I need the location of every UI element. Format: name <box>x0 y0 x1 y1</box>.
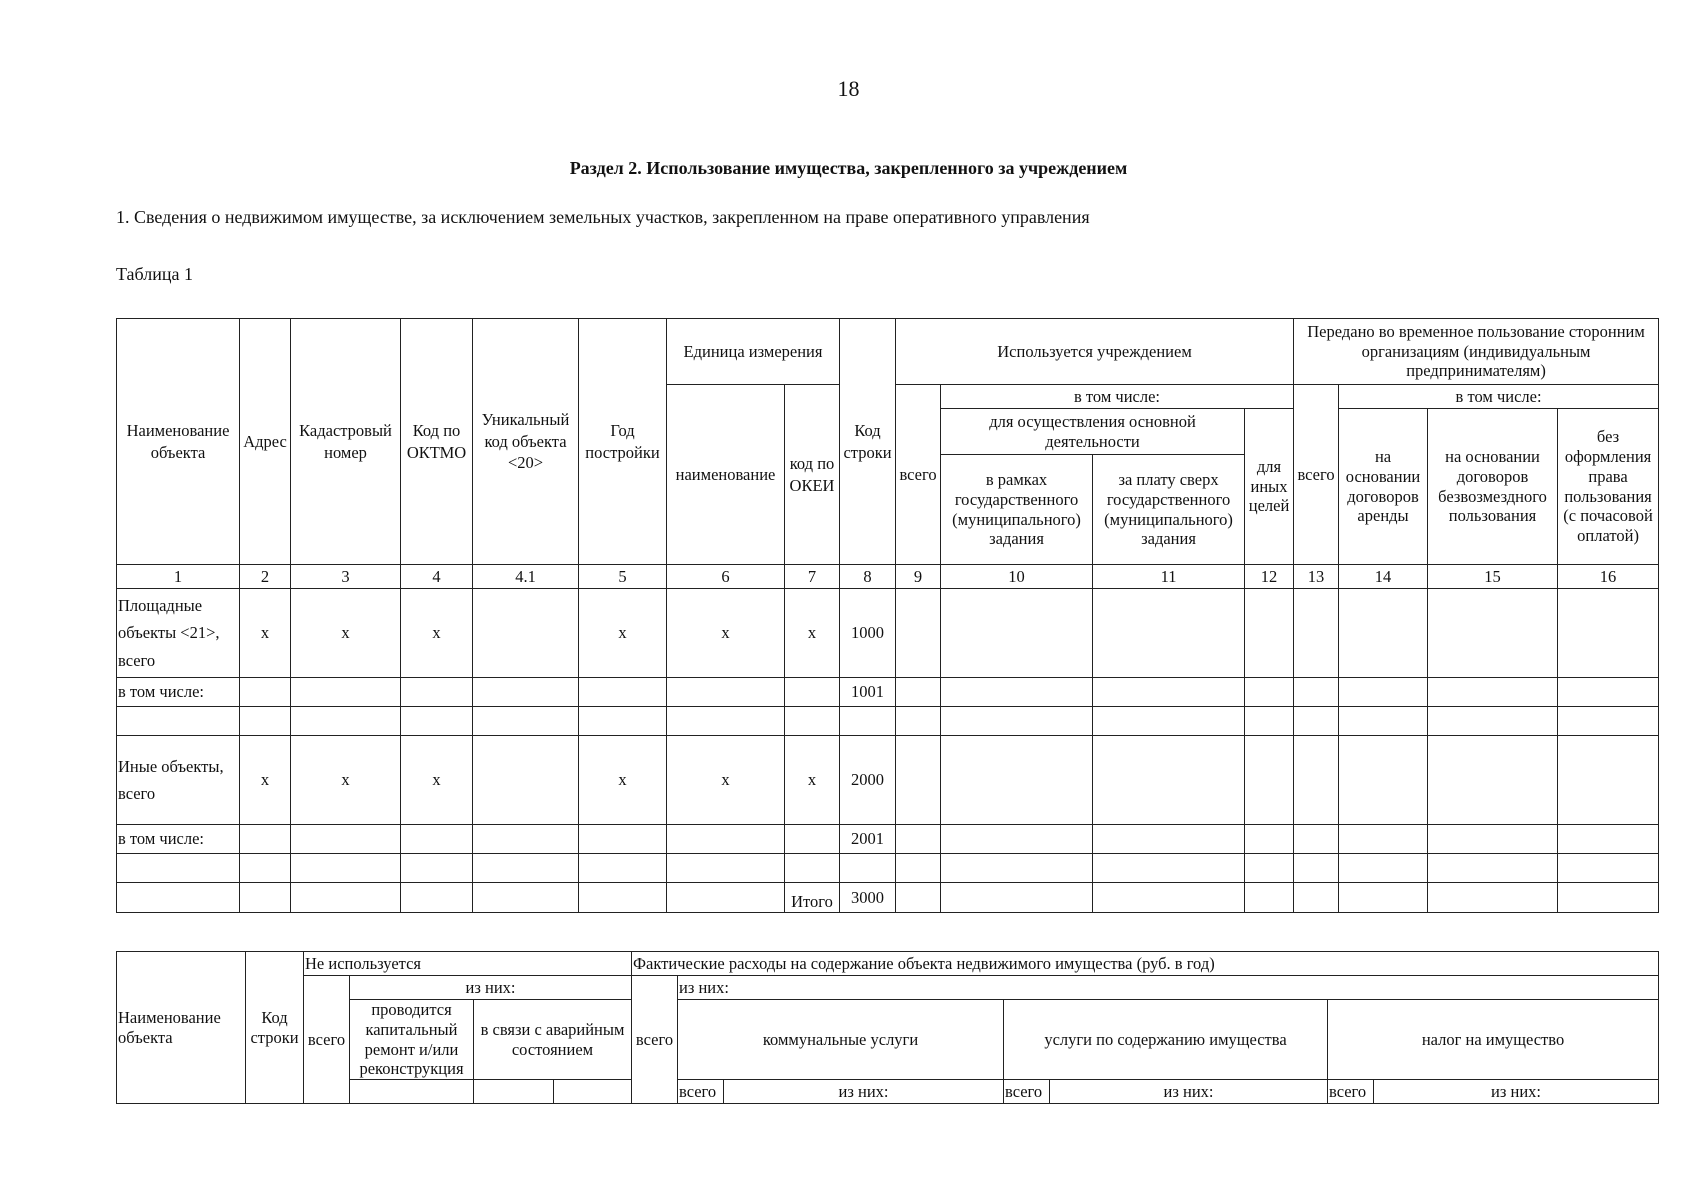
t2-header-maintenance: услуги по содержанию имущества <box>1004 1000 1328 1080</box>
table-row <box>117 589 1659 678</box>
t2-header-repair-total <box>350 1080 474 1104</box>
header-transferred-incl: в том числе: <box>1339 385 1659 409</box>
row-unit-name: x <box>667 736 785 825</box>
row-okei: x <box>785 736 840 825</box>
table-row-total <box>117 883 1659 913</box>
row-code: 2001 <box>840 825 896 854</box>
t2-header-name: Наименование объекта <box>117 952 246 1104</box>
row-name: Иные объекты, всего <box>117 736 240 825</box>
header-year: Год постройки <box>579 319 667 565</box>
row-code: 3000 <box>840 883 896 913</box>
column-number: 16 <box>1558 565 1659 589</box>
header-unique-code: Уникальный код объекта <20> <box>473 319 579 565</box>
row-name: Площадные объекты <21>, всего <box>117 589 240 678</box>
t2-header-expenses-of-which: из них: <box>678 976 1659 1000</box>
column-number: 13 <box>1294 565 1339 589</box>
column-number: 4 <box>401 565 473 589</box>
t2-tax-of-which: из них: <box>1374 1080 1659 1104</box>
header-transferred-lease: на основании договоров аренды <box>1339 409 1428 565</box>
row-unique-code <box>473 736 579 825</box>
row-year: x <box>579 589 667 678</box>
t2-utilities-of-which: из них: <box>724 1080 1004 1104</box>
t2-maintenance-of-which: из них: <box>1050 1080 1328 1104</box>
header-transferred-group: Передано во временное пользование сторонним организациям (индивидуальным предпринимателям) <box>1294 319 1659 385</box>
t2-header-not-used-total: всего <box>304 976 350 1104</box>
row-name: в том числе: <box>117 825 240 854</box>
column-number: 14 <box>1339 565 1428 589</box>
column-number: 3 <box>291 565 401 589</box>
row-code: 2000 <box>840 736 896 825</box>
t2-header-expenses: Фактические расходы на содержание объекта недвижимого имущества (руб. в год) <box>632 952 1659 976</box>
table-row <box>117 854 1659 883</box>
section-title: Раздел 2. Использование имущества, закрепленного за учреждением <box>569 158 1128 178</box>
column-number: 5 <box>579 565 667 589</box>
header-used-total: всего <box>896 385 941 565</box>
column-number: 9 <box>896 565 941 589</box>
header-used-other: для иных целей <box>1245 409 1294 565</box>
t2-maintenance-total: всего <box>1004 1080 1050 1104</box>
header-unit-okei: код по ОКЕИ <box>785 385 840 565</box>
row-cadastral: x <box>291 736 401 825</box>
t2-header-emergency: в связи с аварийным состоянием <box>474 1000 632 1080</box>
column-number: 4.1 <box>473 565 579 589</box>
row-cadastral: x <box>291 589 401 678</box>
header-transferred-free: на основании договоров безвозмездного пользования <box>1428 409 1558 565</box>
table-row <box>117 736 1659 825</box>
row-name: в том числе: <box>117 678 240 707</box>
column-number: 7 <box>785 565 840 589</box>
row-year: x <box>579 736 667 825</box>
header-cadastral: Кадастровый номер <box>291 319 401 565</box>
column-numbers-row <box>117 565 1659 589</box>
header-oktmo: Код по ОКТМО <box>401 319 473 565</box>
header-used-state-task: в рамках государственного (муниципального) задания <box>941 455 1093 565</box>
header-used-incl: в том числе: <box>941 385 1294 409</box>
row-okei: x <box>785 589 840 678</box>
table-row <box>117 825 1659 854</box>
row-address: x <box>240 736 291 825</box>
t2-tax-total: всего <box>1328 1080 1374 1104</box>
row-oktmo: x <box>401 589 473 678</box>
t2-header-expenses-total: всего <box>632 976 678 1104</box>
t2-utilities-total: всего <box>678 1080 724 1104</box>
column-number: 15 <box>1428 565 1558 589</box>
header-used-group: Используется учреждением <box>896 319 1294 385</box>
table-label: Таблица 1 <box>116 264 193 284</box>
column-number: 10 <box>941 565 1093 589</box>
header-transferred-total: всего <box>1294 385 1339 565</box>
column-number: 1 <box>117 565 240 589</box>
column-number: 11 <box>1093 565 1245 589</box>
row-unique-code <box>473 589 579 678</box>
column-number: 12 <box>1245 565 1294 589</box>
row-total-label: Итого <box>785 883 840 913</box>
row-unit-name: x <box>667 589 785 678</box>
page-number: 18 <box>837 76 860 101</box>
table-2 <box>116 951 1659 1104</box>
t2-header-row-code: Код строки <box>246 952 304 1104</box>
header-name: Наименование объекта <box>117 319 240 565</box>
t2-header-repair: проводится капитальный ремонт и/или реконструкция <box>350 1000 474 1080</box>
column-number: 2 <box>240 565 291 589</box>
header-used-paid: за плату сверх государственного (муниципального) задания <box>1093 455 1245 565</box>
column-number: 8 <box>840 565 896 589</box>
subtitle: 1. Сведения о недвижимом имуществе, за исключением земельных участков, закрепленном на праве оперативного управления <box>116 207 1090 227</box>
row-code: 1001 <box>840 678 896 707</box>
header-unit-name: наименование <box>667 385 785 565</box>
header-transferred-noformal: без оформления права пользования (с почасовой оплатой) <box>1558 409 1659 565</box>
t2-header-property-tax: налог на имущество <box>1328 1000 1659 1080</box>
header-unit-group: Единица измерения <box>667 319 840 385</box>
header-address: Адрес <box>240 319 291 565</box>
table-row <box>117 678 1659 707</box>
column-number: 6 <box>667 565 785 589</box>
row-oktmo: x <box>401 736 473 825</box>
header-used-main: для осуществления основной деятельности <box>941 409 1245 455</box>
table-1 <box>116 318 1659 913</box>
table-row <box>117 707 1659 736</box>
t2-header-not-used: Не используется <box>304 952 632 976</box>
header-row-code: Код строки <box>840 319 896 565</box>
row-address: x <box>240 589 291 678</box>
t2-header-utilities: коммунальные услуги <box>678 1000 1004 1080</box>
row-code: 1000 <box>840 589 896 678</box>
t2-header-not-used-of-which: из них: <box>350 976 632 1000</box>
